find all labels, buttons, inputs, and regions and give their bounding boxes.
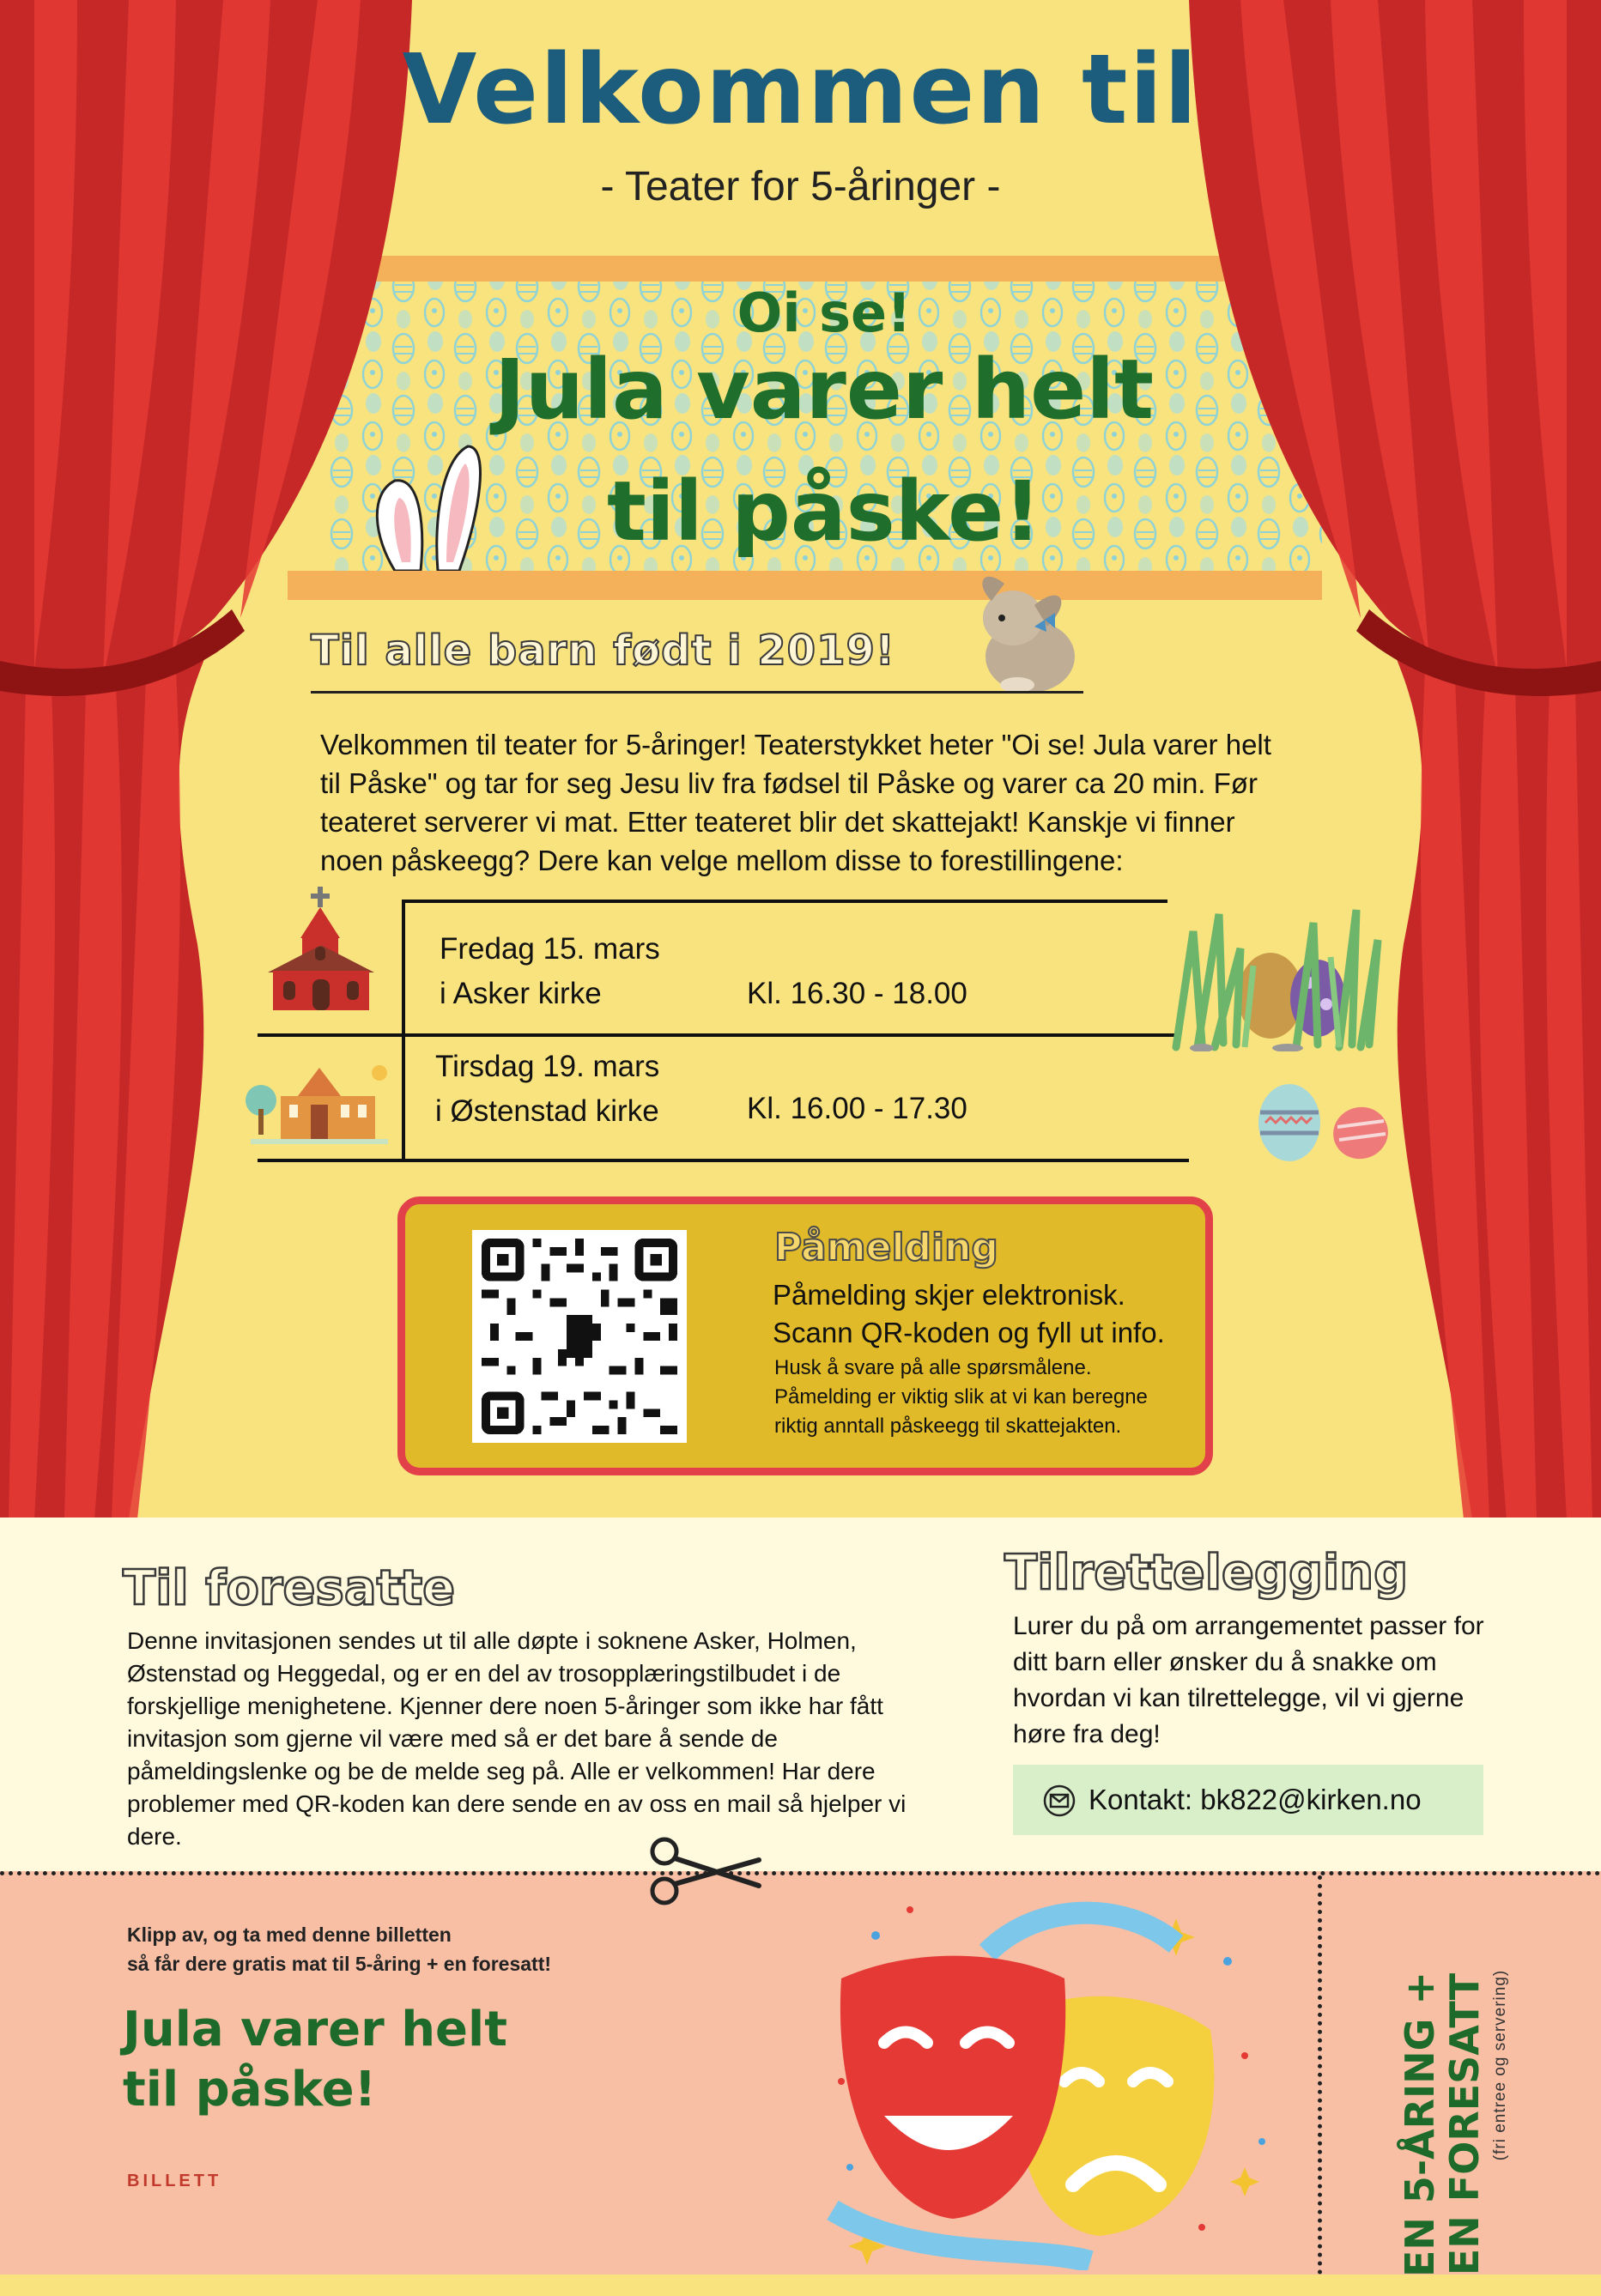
registration-title: Påmelding	[774, 1226, 998, 1269]
schedule-1-date: Fredag 15. mars	[440, 932, 660, 966]
schedule-line	[258, 1033, 1180, 1037]
ticket-title-1: Jula varer helt	[123, 2002, 507, 2057]
ticket-label: BILLETT	[127, 2172, 222, 2190]
registration-note-2: Påmelding er viktig slik at vi kan beregne	[774, 1385, 1148, 1408]
page-title: Velkommen til	[402, 34, 1199, 146]
registration-note-1: Husk å svare på alle spørsmålene.	[774, 1356, 1092, 1379]
play-title-line2: Jula varer helt	[494, 342, 1154, 438]
scissors-icon	[646, 1833, 766, 1910]
ticket-stub-line	[1318, 1875, 1322, 2275]
ticket-stub-line2: EN FORESATT	[1441, 1972, 1488, 2276]
schedule-2-time: Kl. 16.00 - 17.30	[747, 1092, 967, 1125]
theatre-masks-icon	[816, 1884, 1296, 2270]
registration-line1: Påmelding skjer elektronisk.	[773, 1279, 1125, 1311]
ticket-instructions-2: så får dere gratis mat til 5-åring + en foresatt!	[127, 1953, 552, 1975]
page-subtitle: - Teater for 5-åringer -	[600, 164, 1001, 209]
registration-line2: Scann QR-koden og fyll ut info.	[773, 1317, 1165, 1348]
accommodation-text: Lurer du på om arrangementet passer for ditt barn eller ønsker du å snakke om hvordan vi kan tilrettelegge, vil vi gjerne høre fra deg!	[1013, 1612, 1484, 1748]
ticket-stub-note: (fri entree og servering)	[1491, 1969, 1509, 2161]
ticket-title-2: til påske!	[123, 2062, 377, 2117]
ticket-instructions	[127, 1920, 551, 1978]
registration-note-3: riktig anntall påskeegg til skattejakten.	[774, 1415, 1122, 1438]
schedule-divider	[402, 900, 405, 1162]
play-title-line1: Oi se!	[737, 282, 912, 344]
cut-line	[0, 1871, 1601, 1875]
ticket-stub-text	[1398, 1953, 1487, 2296]
accommodation-heading: Tilrettelegging	[1004, 1545, 1409, 1601]
ticket-stub-line1: EN 5-ÅRING +	[1397, 1972, 1443, 2277]
bunny-icon	[966, 566, 1086, 695]
bunny-ears-icon	[361, 442, 498, 571]
parents-heading: Til foresatte	[123, 1560, 456, 1616]
ostenstad-church-icon	[242, 1057, 392, 1152]
ticket-instructions-1: Klipp av, og ta med denne billetten	[127, 1923, 452, 1946]
intro-text: Velkommen til teater for 5-åringer! Teaterstykket heter "Oi se! Jula varer helt til Påske" og tar for seg Jesu liv fra fødsel til Påske og varer ca 20 min. Før teateret serverer vi mat. Etter teateret blir det skattejakt! Kanskje vi finner noen påskeegg? Dere kan velge mellom disse to forestillingene:	[320, 729, 1271, 876]
parents-text: Denne invitasjonen sendes ut til alle døpte i soknene Asker, Holmen, Østenstad og Heggedal, og er en del av trosopplæringstilbudet i de forskjellige menighetene. Kjenner dere noen 5-åringer som ikke har fått invitasjon som gjerne vil være med så er det bare å sende de påmeldingslenke og be de melde seg på. Alle er velkommen! Har dere problemer med QR-koden kan dere sende en av oss en mail så hjelper vi dere.	[127, 1627, 907, 1850]
heading-underline	[311, 691, 1083, 694]
schedule-line	[402, 900, 1167, 903]
audience-heading: Til alle barn født i 2019!	[311, 627, 895, 675]
registration-note	[774, 1354, 1186, 1441]
qr-code[interactable]	[472, 1230, 687, 1443]
schedule-2-place: i Østenstad kirke	[435, 1094, 659, 1128]
registration-text	[773, 1276, 1165, 1352]
contact-email-link[interactable]: Kontakt: bk822@kirken.no	[1089, 1784, 1422, 1815]
ticket-title	[123, 2000, 507, 2120]
schedule-2-date: Tirsdag 19. mars	[435, 1050, 660, 1083]
schedule-line	[258, 1159, 1189, 1162]
asker-church-icon	[268, 887, 375, 1011]
schedule-1-time: Kl. 16.30 - 18.00	[747, 977, 967, 1010]
mail-icon	[1042, 1784, 1076, 1818]
painted-eggs-icon	[1253, 1080, 1395, 1166]
schedule-1-place: i Asker kirke	[440, 977, 602, 1010]
grass-eggs-icon	[1167, 897, 1382, 1051]
play-title-line3: til påske!	[607, 463, 1041, 560]
